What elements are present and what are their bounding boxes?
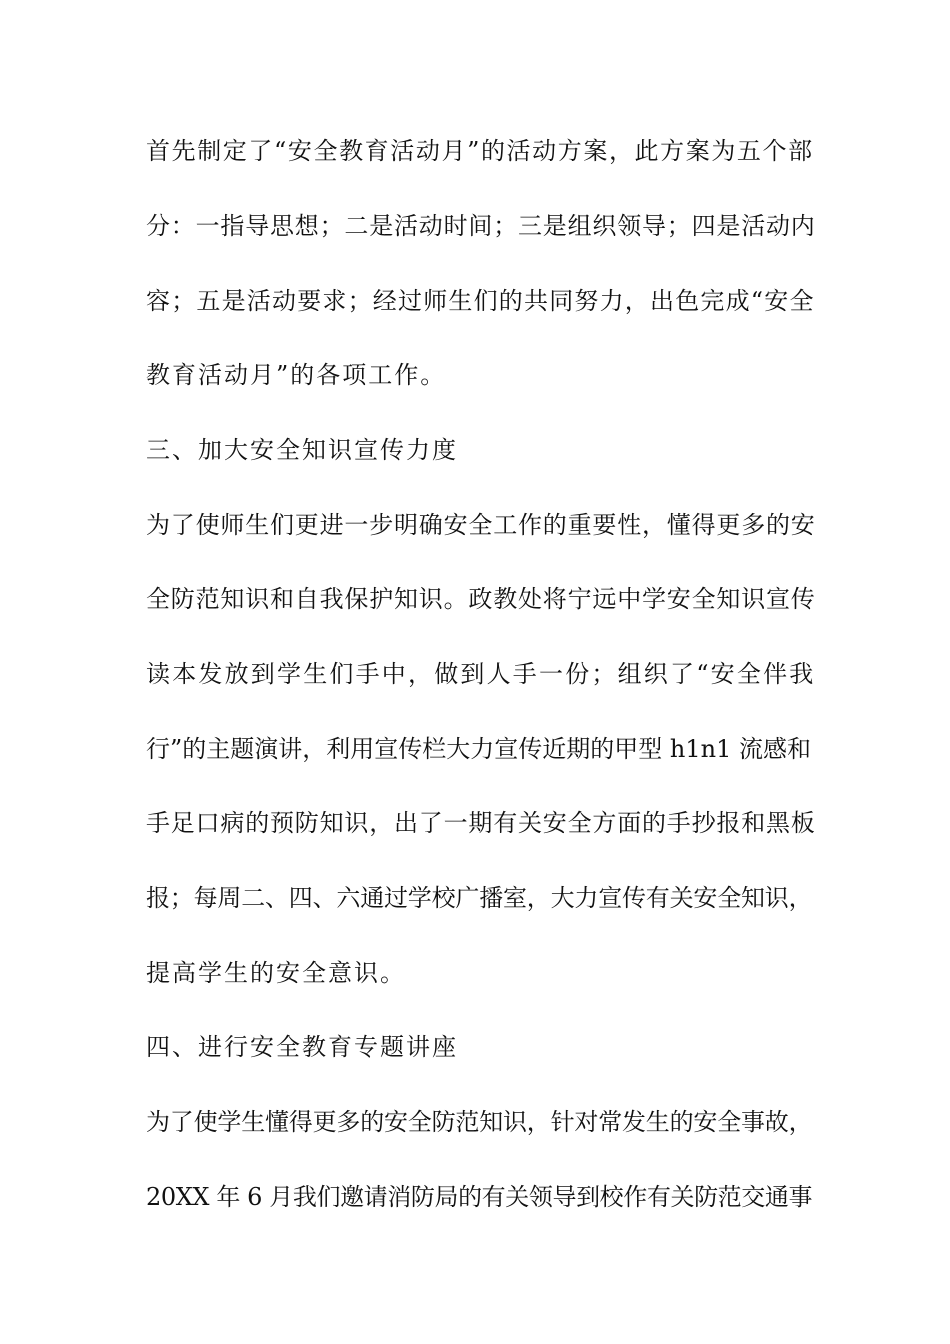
section-heading: 三、加大安全知识宣传力度 <box>146 436 458 464</box>
paragraph-line: 20XX 年 6 月我们邀请消防局的有关领导到校作有关防范交通事 <box>146 1183 813 1211</box>
paragraph-line: 为了使学生懂得更多的安全防范知识，针对常发生的安全事故， <box>146 1108 813 1136</box>
paragraph-line: 分：一指导思想；二是活动时间；三是组织领导；四是活动内 <box>146 212 816 240</box>
section-heading: 四、进行安全教育专题讲座 <box>146 1033 458 1061</box>
paragraph-line: 提高学生的安全意识。 <box>146 959 406 987</box>
paragraph-line: 全防范知识和自我保护知识。政教处将宁远中学安全知识宣传 <box>146 585 816 613</box>
paragraph-line: 读本发放到学生们手中，做到人手一份；组织了“安全伴我 <box>146 660 816 688</box>
paragraph-line: 行”的主题演讲，利用宣传栏大力宣传近期的甲型 h1n1 流感和 <box>146 735 811 763</box>
paragraph-line: 手足口病的预防知识，出了一期有关安全方面的手抄报和黑板 <box>146 809 816 837</box>
paragraph-line: 容；五是活动要求；经过师生们的共同努力，出色完成“安全 <box>146 287 815 315</box>
paragraph-line: 教育活动月”的各项工作。 <box>146 361 447 389</box>
paragraph-line: 报；每周二、四、六通过学校广播室，大力宣传有关安全知识， <box>146 884 813 912</box>
paragraph-line: 首先制定了“安全教育活动月”的活动方案，此方案为五个部 <box>146 137 814 165</box>
paragraph-line: 为了使师生们更进一步明确安全工作的重要性，懂得更多的安 <box>146 511 816 539</box>
